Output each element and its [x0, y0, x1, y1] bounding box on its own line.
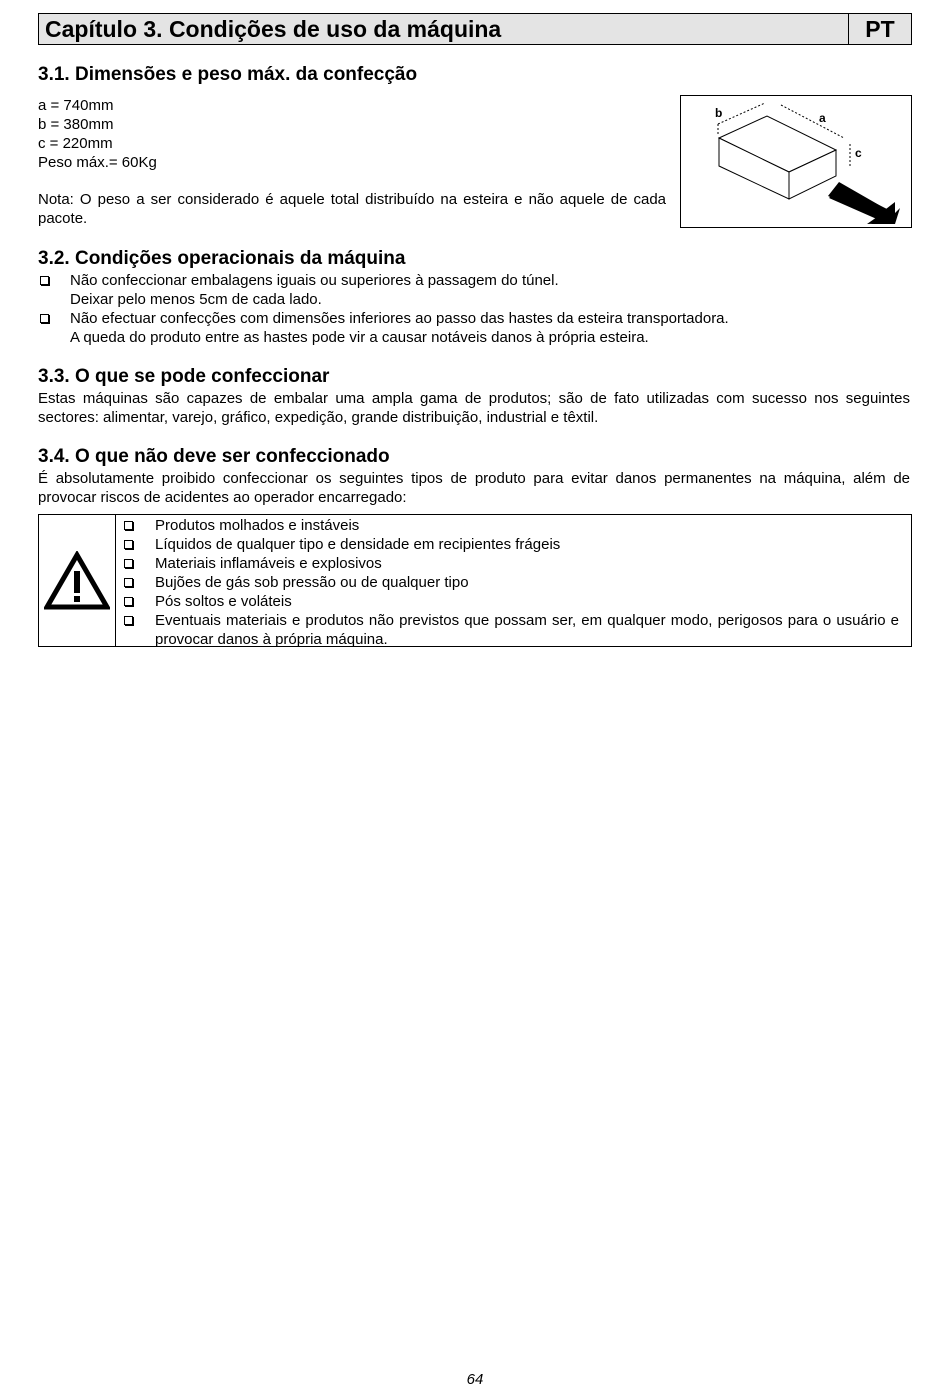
package-dimensions-figure — [680, 95, 912, 228]
checkbox-bullet-icon — [124, 521, 133, 530]
weight-note: Nota: O peso a ser considerado é aquele total distribuído na esteira e não aquele de cada pacote. — [38, 191, 666, 227]
prohibited-products-box — [38, 514, 912, 647]
checkbox-bullet-icon — [124, 559, 133, 568]
list-item: Eventuais materiais e produtos não previstos que possam ser, em qualquer modo, perigosos para o usuário e provocar danos à própria máquina. — [122, 611, 899, 649]
section-3-4-title: 3.4. O que não deve ser confeccionado — [38, 446, 390, 467]
checkbox-bullet-icon — [124, 616, 133, 625]
max-weight: Peso máx.= 60Kg — [38, 154, 157, 171]
label-b: b — [715, 106, 723, 120]
chapter-header — [38, 13, 912, 45]
operational-conditions-list — [38, 271, 910, 347]
section-3-3-text: Estas máquinas são capazes de embalar uma ampla gama de produtos; são de fato utilizadas com sucesso nos seguintes sectores: alimentar, varejo, gráfico, expedição, grande distribuição, industrial e têxtil. — [38, 390, 910, 426]
checkbox-bullet-icon — [40, 276, 49, 285]
list-item: Bujões de gás sob pressão ou de qualquer tipo — [122, 573, 899, 592]
dimension-a: a = 740mm — [38, 97, 114, 114]
page-number: 64 — [466, 1371, 484, 1388]
section-3-1-title: 3.1. Dimensões e peso máx. da confecção — [38, 64, 418, 85]
list-item: Não efectuar confecções com dimensões inferiores ao passo das hastes da esteira transportadora. A queda do produto entre as hastes pode vir a causar notáveis danos à própria esteira. — [38, 309, 910, 347]
checkbox-bullet-icon — [40, 314, 49, 323]
label-a: a — [819, 111, 826, 125]
language-code: PT — [865, 16, 895, 42]
label-c: c — [855, 146, 862, 160]
chapter-title: Capítulo 3. Condições de uso da máquina — [39, 14, 849, 44]
list-item: Não confeccionar embalagens iguais ou superiores à passagem do túnel. Deixar pelo menos 5cm de cada lado. — [38, 271, 910, 309]
warning-triangle-icon — [44, 551, 110, 611]
warning-icon-cell — [39, 515, 116, 646]
checkbox-bullet-icon — [124, 540, 133, 549]
dimension-c: c = 220mm — [38, 135, 113, 152]
prohibited-products-list — [116, 515, 911, 646]
dimension-b: b = 380mm — [38, 116, 114, 133]
list-item: Produtos molhados e instáveis — [122, 516, 899, 535]
package-box-illustration — [681, 96, 911, 227]
checkbox-bullet-icon — [124, 578, 133, 587]
section-3-2-title: 3.2. Condições operacionais da máquina — [38, 248, 406, 269]
section-3-4-text: É absolutamente proibido confeccionar os seguintes tipos de produto para evitar danos permanentes na máquina, além de provocar riscos de acidentes ao operador encarregado: — [38, 470, 910, 506]
section-3-3-title: 3.3. O que se pode confeccionar — [38, 366, 330, 387]
dimensions-list — [38, 96, 157, 172]
list-item: Pós soltos e voláteis — [122, 592, 899, 611]
list-item: Líquidos de qualquer tipo e densidade em recipientes frágeis — [122, 535, 899, 554]
checkbox-bullet-icon — [124, 597, 133, 606]
list-item: Materiais inflamáveis e explosivos — [122, 554, 899, 573]
